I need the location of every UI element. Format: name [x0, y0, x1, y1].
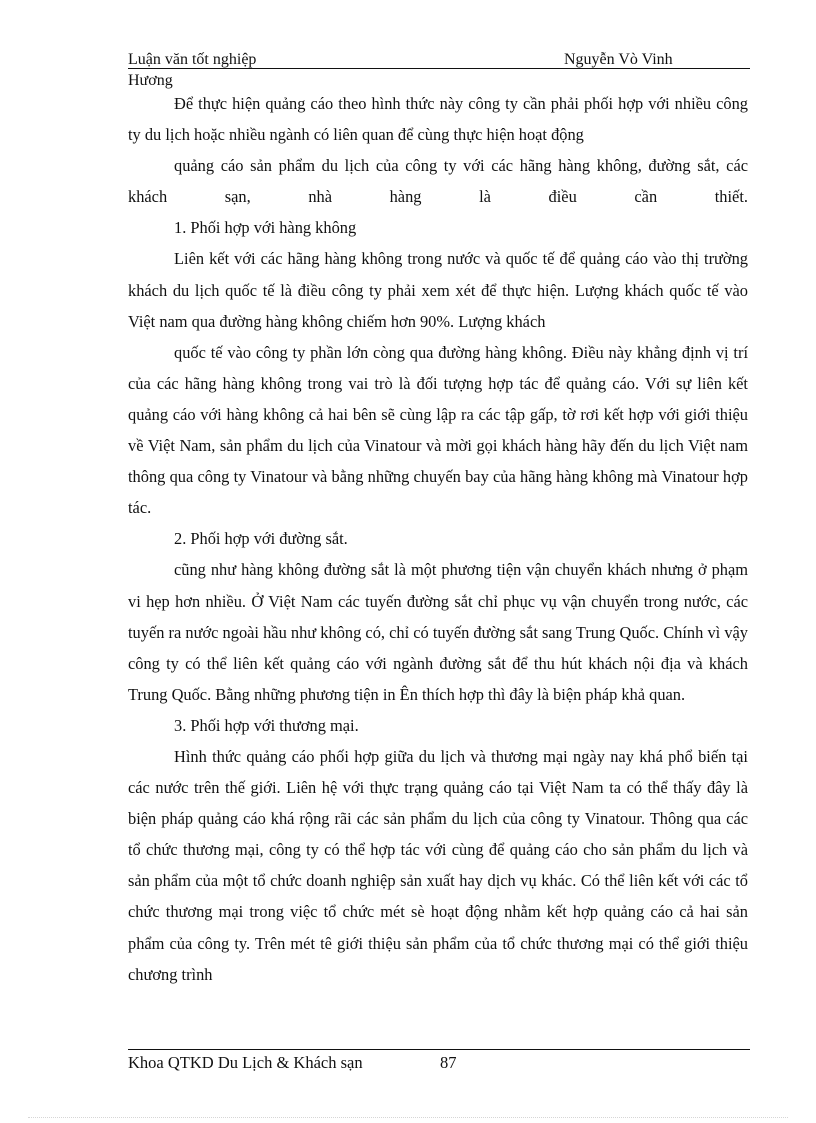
section-heading: 2. Phối hợp với đường sắt. [174, 529, 348, 549]
paragraph: Liên kết với các hãng hàng không trong nước và quốc tế để quảng cáo vào thị trường khách du lịch quốc tế là điều công ty phải xem xét để thực hiện. Lượng khách quốc tế vào Việt nam qua đường hàng không chiếm hơn 90%. Lượng khách [128, 249, 748, 331]
paragraph: quảng cáo sản phẩm du lịch của công ty với các hãng hàng không, đường sắt, các khách sạn, nhà hàng là điều cần thiết. [128, 156, 748, 207]
footer-rule [128, 1049, 750, 1050]
header-rule [128, 68, 750, 69]
paragraph: Hình thức quảng cáo phối hợp giữa du lịch và thương mại ngày nay khá phổ biến tại các nước trên thế giới. Liên hệ với thực trạng quảng cáo tại Việt Nam ta có thể thấy đây là biện pháp quảng cáo khá rộng rãi các sản phẩm du lịch của công ty Vinatour. Thông qua các tổ chức thương mại, công ty có thể hợp tác với cùng để quảng cáo cho sản phẩm du lịch và sản phẩm của một tổ chức doanh nghiệp sản xuất hay dịch vụ khác. Có thể liên kết với các tổ chức thương mại trong việc tổ chức mét sè hoạt động nhằm kết hợp quảng cáo cả hai sản phẩm của công ty. Trên mét tê giới thiệu sản phẩm của tổ chức thương mại có thể giới thiệu chương trình [128, 746, 748, 984]
page-bottom-border [28, 1117, 788, 1118]
page-body [128, 88, 748, 990]
paragraph: cũng như hàng không đường sắt là một phương tiện vận chuyển khách nhưng ở phạm vi hẹp hơn nhiều. Ở Việt Nam các tuyến đường sắt chỉ phục vụ vận chuyển trong nước, các tuyến ra nước ngoài hầu như không có, chỉ có tuyến đường sắt sang Trung Quốc. Chính vì vậy công ty có thể liên kết quảng cáo với ngành đường sắt để thu hút khách nội địa và khách Trung Quốc. Bằng những phương tiện in Ên thích hợp thì đây là biện pháp khả quan. [128, 560, 748, 704]
paragraph: quốc tế vào công ty phần lớn còng qua đường hàng không. Điều này khẳng định vị trí của các hãng hàng không trong vai trò là đối tượng hợp tác để quảng cáo. Với sự liên kết quảng cáo với hàng không cả hai bên sẽ cùng lập ra các tập gấp, tờ rơi kết hợp với giới thiệu về Việt Nam, sản phẩm du lịch của Vinatour và mời gọi khách hàng hãy đến du lịch Việt nam thông qua công ty Vinatour và bằng những chuyến bay của hãng hàng không mà Vinatour hợp tác. [128, 342, 748, 518]
header-author-wrap: Hương [128, 72, 173, 89]
section-heading: 1. Phối hợp với hàng không [174, 218, 357, 238]
header-author: Nguyễn Vò Vinh [564, 51, 673, 68]
footer-faculty: Khoa QTKD Du Lịch & Khách sạn [128, 1053, 363, 1072]
page-number: 87 [440, 1053, 457, 1072]
paragraph: Để thực hiện quảng cáo theo hình thức này công ty cần phải phối hợp với nhiều công ty du lịch hoặc nhiều ngành có liên quan để cùng thực hiện hoạt động [128, 94, 748, 145]
section-heading: 3. Phối hợp với thương mại. [174, 715, 359, 735]
header-thesis-title: Luận văn tốt nghiệp [128, 51, 257, 68]
